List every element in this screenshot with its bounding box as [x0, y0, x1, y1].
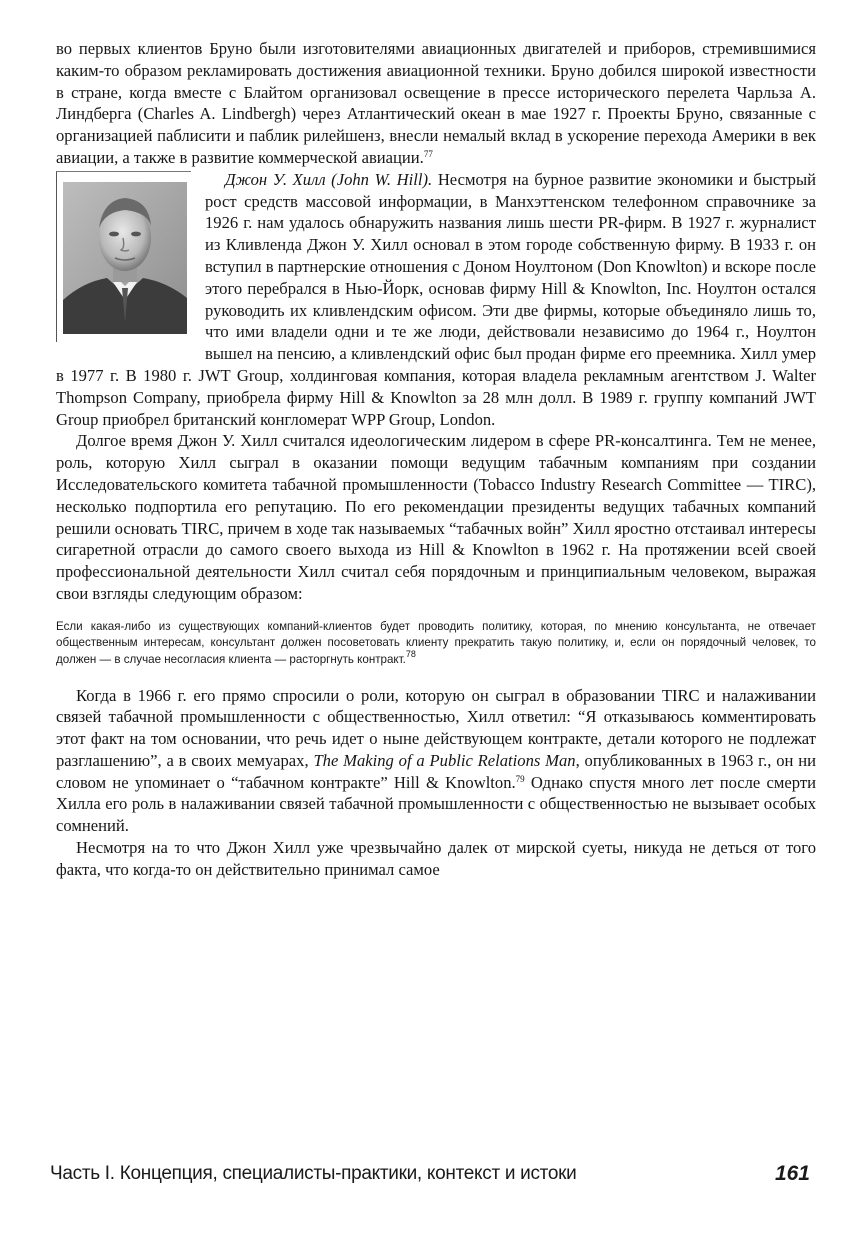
paragraph-tirc: Долгое время Джон У. Хилл считался идеологическим лидером в сфере PR-консалтинга. Тем не менее, роль, которую Хилл сыграл в оказании помощи ведущим табачным компаниям при создании Исследовательского комитета табачной промышленности (Tobacco Industry Research Committee — TIRC), несколько подпортила его репутацию. По его рекомендации президенты ведущих табачных компаний решили основать TIRC, причем в ходе так называемых “табачных войн” Хилл яростно отстаивал интересы сигаретной отрасли до самого своего выхода из Hill & Knowlton в 1962 г. На протяжении всей своей профессиональной деятельности Хилл считал себя порядочным и принципиальным человеком, выражая свои взгляды следующим образом: [56, 431, 816, 603]
quote-text: Если какая-либо из существующих компаний-клиентов будет проводить политику, которая, по мнению консультанта, не отвечает общественным интересам, консультант должен посоветовать клиенту прекратить такую политику, и, если он порядочный человек, то должен — в случае несогласия клиента — расторгнуть контракт. [56, 619, 816, 666]
footnote-ref: 79 [515, 773, 525, 784]
block-quote [56, 619, 816, 669]
body-text [56, 38, 816, 881]
portrait-image [63, 182, 187, 334]
paragraph-text: Несмотря на бурное развитие экономики и быстрый рост средств массовой информации, в Манхэттенском телефонном справочнике за 1926 г. нам удалось обнаружить названия лишь шести PR-фирм. В 1927 г. журналист из Кливленда Джон У. Хилл основал в этом городе собственную фирму. В 1933 г. он вступил в партнерские отношения с Доном Ноултоном (Don Knowlton) и вскоре после этого перебрался в Нью-Йорк, основав фирму Hill & Knowlton, Inc. Ноултон остался руководить их кливлендским офисом. Эти две фирмы, которые объединяло лишь то, что ими владели одни и те же люди, действовали независимо до 1964 г., Ноултон вышел на пенсию, а кливлендский офис был продан фирме его преемника. Хилл умер в 1977 г. В 1980 г. JWT Group, холдинговая компания, которая владела рекламным агентством J. Walter Thompson Company, приобрела фирму Hill & Knowlton за 28 млн долл. В 1989 г. группу компаний JWT Group приобрел британский конгломерат WPP Group, London. [56, 169, 816, 429]
footnote-ref: 77 [423, 148, 433, 159]
footnote-ref: 78 [405, 648, 416, 659]
paragraph-text: , опубликованных в 1963 г., он ни словом не упоминает о “табачном контракте” Hill & Knowlton. [56, 750, 816, 792]
running-footer: Часть I. Концепция, специалисты-практики, контекст и истоки [50, 1163, 577, 1184]
paragraph-final: Несмотря на то что Джон Хилл уже чрезвычайно далек от мирской суеты, никуда не деться от того факта, что когда-то он действительно принимал самое [56, 838, 816, 879]
author-name: Джон У. Хилл (John W. Hill). [225, 169, 433, 189]
page-number: 161 [774, 1162, 810, 1185]
paragraph-text: Когда в 1966 г. его прямо спросили о роли, которую он сыграл в образовании TIRC и налаживании связей табачной промышленности с общественностью, Хилл ответил: “Я отказываюсь комментировать этот факт на том основании, что речь идет о ныне действующем контракте, детали которого не подлежат разглашению”, а в своих мемуарах, [56, 685, 816, 770]
paragraph-hill [56, 169, 816, 431]
paragraph-text: во первых клиентов Бруно были изготовителями авиационных двигателей и приборов, стремившимися каким-то образом рекламировать достижения авиационной техники. Бруно добился широкой известности в стране, когда вместе с Блайтом организовал освещение в прессе исторического перелета Чарльза А. Линдберга (Charles A. Lindbergh) через Атлантический океан в мае 1927 г. Проекты Бруно, связанные с организацией паблисити и паблик рилейшенз, внесли немалый вклад в ускорение перехода Америки в век авиации, а также в развитие коммерческой авиации. [56, 39, 816, 167]
paragraph-1966 [56, 685, 816, 838]
book-title: The Making of a Public Relations Man [313, 750, 576, 770]
paragraph-bruno [56, 38, 816, 169]
portrait-photo [56, 171, 191, 342]
page-footer [50, 1163, 814, 1191]
paragraph-text: Однако спустя много лет после смерти Хилла его роль в налаживании связей табачной промышленности с общественностью не вызывает особых сомнений. [56, 772, 816, 836]
